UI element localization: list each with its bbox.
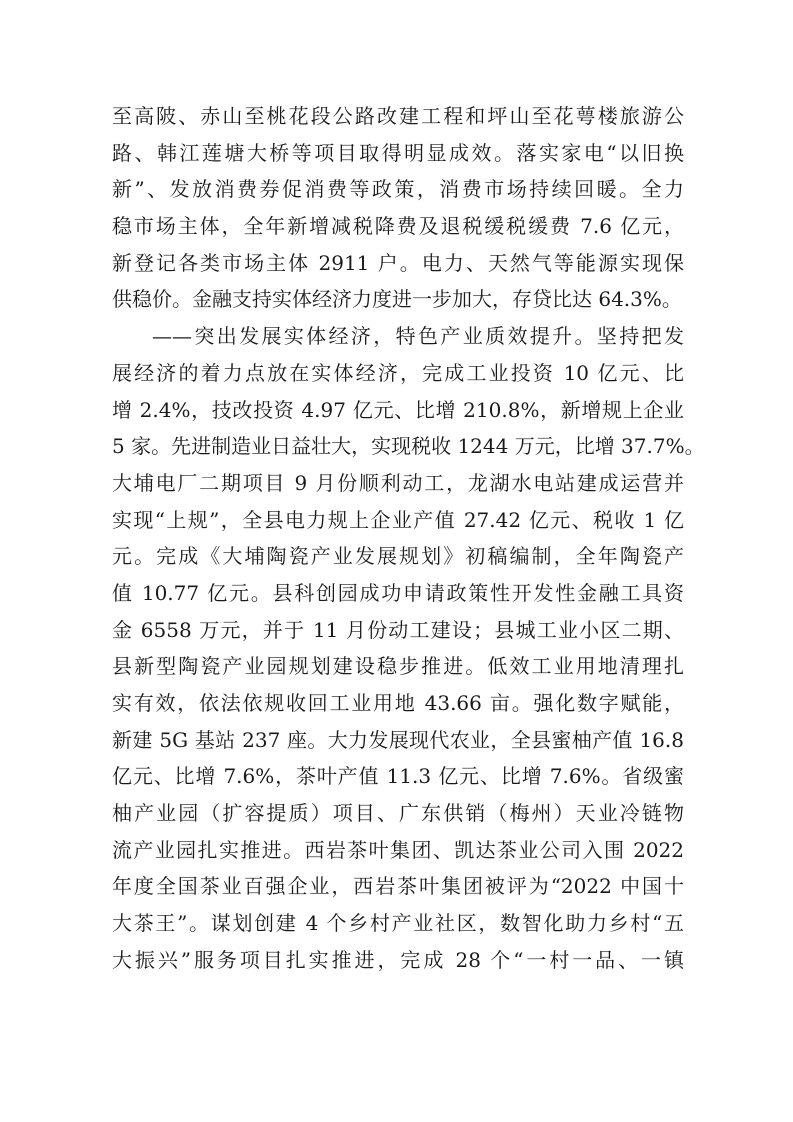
text-line: 新建 5G 基站 237 座。大力发展现代农业，全县蜜柚产值 16.8 (112, 727, 684, 752)
text-line: 大振兴”服务项目扎实推进，完成 28 个“一村一品、一镇 (112, 947, 684, 972)
text-line: 稳市场主体，全年新增减税降费及退税缓税缓费 7.6 亿元， (112, 214, 684, 239)
text-line: 增 2.4%，技改投资 4.97 亿元、比增 210.8%，新增规上企业 (112, 397, 684, 422)
text-line: 县新型陶瓷产业园规划建设稳步推进。低效工业用地清理扎 (112, 654, 684, 679)
text-line: 金 6558 万元，并于 11 月份动工建设；县城工业小区二期、 (112, 617, 684, 642)
body-text (112, 98, 705, 979)
text-line: 大茶王”。谋划创建 4 个乡村产业社区，数智化助力乡村“五 (112, 911, 684, 936)
text-line: 新”、发放消费券促消费等政策，消费市场持续回暖。全力 (112, 177, 684, 202)
text-line: 年度全国茶业百强企业，西岩茶叶集团被评为“2022 中国十 (112, 874, 684, 899)
text-line: 路、韩江莲塘大桥等项目取得明显成效。落实家电“以旧换 (112, 140, 684, 165)
paragraph-heading-line: ——突出发展实体经济，特色产业质效提升。坚持把发 (152, 324, 684, 349)
text-line: 实有效，依法依规收回工业用地 43.66 亩。强化数字赋能， (112, 691, 684, 715)
text-line: 大埔电厂二期项目 9 月份顺利动工，龙湖水电站建成运营并 (112, 470, 684, 495)
text-line: 新登记各类市场主体 2911 户。电力、天然气等能源实现保 (112, 250, 684, 275)
text-line: 5 家。先进制造业日益壮大，实现税收 1244 万元，比增 37.7%。 (112, 434, 705, 459)
text-line: 元。完成《大埔陶瓷产业发展规划》初稿编制，全年陶瓷产 (112, 544, 684, 569)
text-line: 流产业园扎实推进。西岩茶叶集团、凯达茶业公司入围 2022 (112, 837, 684, 862)
text-line: 柚产业园（扩容提质）项目、广东供销（梅州）天业冷链物 (112, 801, 684, 826)
text-line: 实现“上规”，全县电力规上企业产值 27.42 亿元、税收 1 亿 (112, 507, 684, 532)
text-line: 亿元、比增 7.6%，茶叶产值 11.3 亿元、比增 7.6%。省级蜜 (112, 764, 684, 789)
text-line: 展经济的着力点放在实体经济，完成工业投资 10 亿元、比 (112, 360, 684, 385)
text-line: 值 10.77 亿元。县科创园成功申请政策性开发性金融工具资 (112, 580, 684, 605)
text-line: 供稳价。金融支持实体经济力度进一步加大，存贷比达 64.3%。 (112, 287, 682, 312)
text-line: 至高陂、赤山至桃花段公路改建工程和坪山至花萼楼旅游公 (112, 104, 684, 128)
